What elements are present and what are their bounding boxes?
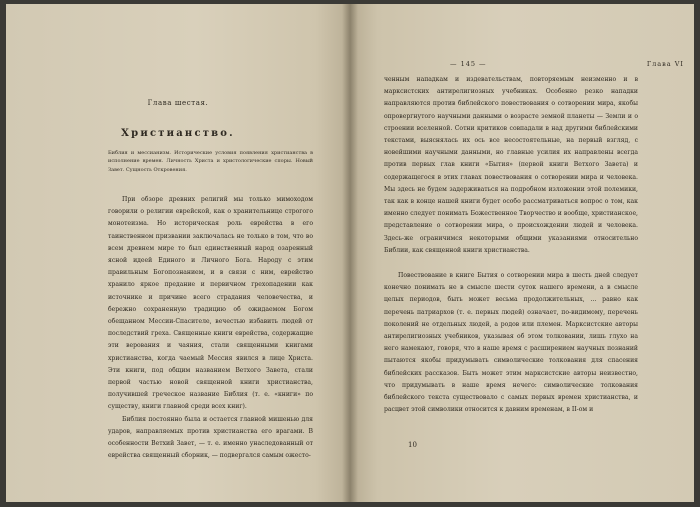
- left-page: [6, 4, 350, 502]
- printer-signature: 10: [408, 441, 417, 449]
- right-body-text-bottom: [384, 270, 638, 416]
- page-number: — 145 —: [450, 60, 487, 68]
- right-page: [350, 4, 694, 502]
- paragraph: Повествование в книге Бытия о сотворении мира в шесть дней следует конечно понимать не в смысле шести суток нашего времени, а в смысле целых периодов, быть может весьма продолжительных, ... равно как перечень патриархов (т. е. первых людей) означает, по-видимому, перечень поколений не отдельных людей, а родов или племен. Марксистские авторы антирелигиозных учебников, указывая об этом толковании, лишь глухо на него намекают, говоря, что в наше время с расширением научных познаний пытаются якобы придумывать символические толкования для спасения библейских рассказов. Быть может этим марксистские авторы неизвестно, что придумывать в наше время нечего: символические толкования библейского текста существовало с самых первых времен христианства, и расцвет этой символики относится к давним временам, в II-ом и: [384, 272, 638, 414]
- paragraph: ченным нападкам и издевательствам, повторяемым неизменно и в марксистских антирелигиозных учебниках. Особенно резко нападки направляются против библейского повествования о сотворении мира, якобы опровергнутого научными данными о возрасте земной планеты — Земли и о строении вселенной. Сотни критиков совпадали в над другими библейскими текстами, выяснялась их ось все несостоятельные, на первый взгляд, с новейшими научными данными, но главные усилия их направлены всегда против первых глав книги «Бытия» (первой книги Ветхого Завета) и содержащегося в этих главах повествования о сотворении мира и человека. Мы здесь не будем задерживаться на подробном изложении этой полемики, так как в конце нашей книги будет особо рассматриваться вопрос о том, как именно следует понимать Божественное Творчество и вообще, христианское, представление о сотворении мира, о происхождении людей и человека. Здесь-же ограничимся некоторыми общими указаниями относительно Библии, как священной книги христианства.: [384, 76, 638, 254]
- book-spread: [6, 4, 694, 502]
- paragraph: Библия постоянно была и остается главной мишенью для ударов, направляемых против христианства его врагами. В особенности Ветхий Завет, — т. е. именно унаследованный от еврейства священный сборник, — подвергался самым ожесто-: [108, 415, 313, 460]
- gutter-shadow: [342, 4, 358, 502]
- paragraph: При обзоре древних религий мы только мимоходом говорили о религии еврейской, как о хранительнице строгого монотеизма. Но историческая роль еврейства в его таинственном призвании заключалась не только в том, что во всем древнем мире то был единственный народ озаренный ясной идеей Единого и Личного Бога. Народу с этим правильным Богопознанием, и в связи с ним, еврейство хранило яркое предание и первичном грехопадении как источнике и причине всего страдания человечества, и бережно сохраненную традицию об ожидаемом Богом обещанном Мессии-Спасителе, вечестью избавить людей от последствий греха. Священные книги еврейства, содержащие эти верования и чаяния, стали священными книгами христианства, когда чаемый Мессия явился в лице Христа. Эти книги, под общим названием Ветхого Завета, стали первой частью новой священной книги христианства, получившей греческое название Библия (т. е. «книги» по существу, книги главной среди всех книг).: [108, 196, 313, 411]
- chapter-title: Христианство.: [121, 128, 235, 139]
- chapter-label: Глава шестая.: [147, 99, 209, 107]
- right-body-text-top: [384, 74, 638, 257]
- running-chapter-label: Глава VI: [646, 60, 684, 68]
- left-body-text: [108, 194, 313, 462]
- chapter-summary: Библия и мессианизм. Исторические условия появления христианства в исполнение времен. Личность Христа и христологические споры. Новый Завет. Сущность Откровения.: [108, 150, 313, 173]
